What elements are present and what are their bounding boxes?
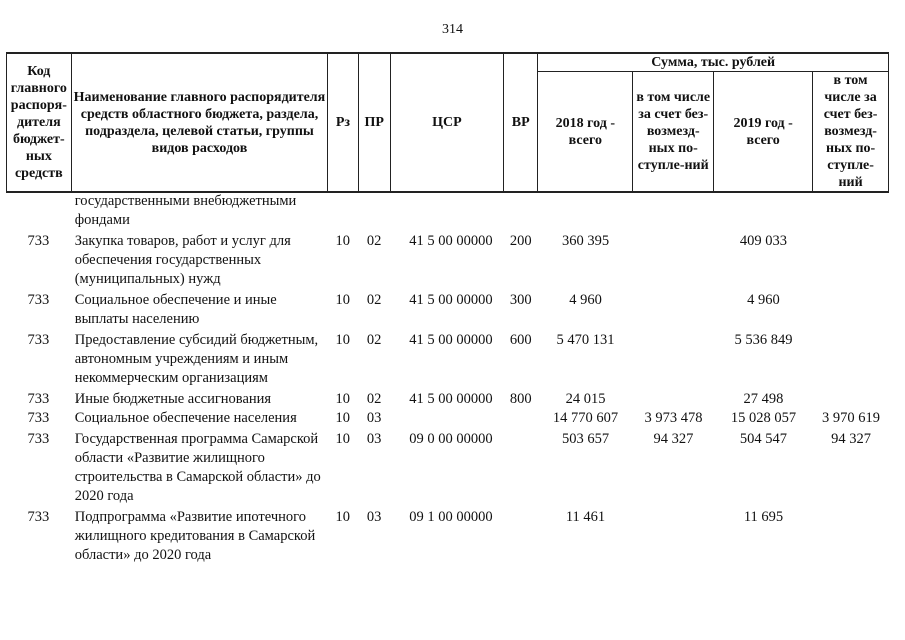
row-csr xyxy=(390,192,503,230)
row-csr xyxy=(390,409,503,428)
row-name: Закупка товаров, работ и услуг для обеспечения государственных (муниципальных) нужд xyxy=(74,233,291,287)
row-code: 733 xyxy=(27,332,50,348)
row-pr: 02 xyxy=(366,332,382,348)
table-row xyxy=(6,506,889,565)
row-2018-total xyxy=(538,192,633,230)
row-2018-total: 11 461 xyxy=(565,509,606,525)
row-rz: 10 xyxy=(335,431,351,447)
header-vr: ВР xyxy=(504,53,538,192)
row-vr xyxy=(504,192,538,230)
row-name: Предоставление субсидий бюджетным, автономным учреждениям и иным некоммерческим организациям xyxy=(74,332,319,386)
row-2019-gift xyxy=(813,388,889,409)
row-2018-total: 5 470 131 xyxy=(556,332,615,348)
page-number: 314 xyxy=(442,22,463,37)
table-body xyxy=(6,192,889,565)
row-2019-gift xyxy=(813,329,889,388)
row-code: 733 xyxy=(27,391,50,407)
row-2018-gift: 94 327 xyxy=(653,431,694,447)
row-rz: 10 xyxy=(335,292,351,308)
row-vr: 200 xyxy=(509,233,532,249)
row-name: Подпрограмма «Развитие ипотечного жилищного кредитования в Самарской области» до 2020 года xyxy=(74,509,316,563)
header-csr: ЦСР xyxy=(390,53,503,192)
row-2019-total: 409 033 xyxy=(739,233,788,249)
row-2019-gift xyxy=(813,192,889,230)
row-vr xyxy=(504,428,538,506)
row-rz: 10 xyxy=(335,391,351,407)
table-row xyxy=(6,428,889,506)
row-rz: 10 xyxy=(335,410,351,426)
table-row xyxy=(6,192,889,230)
row-name: Социальное обеспечение населения xyxy=(74,410,297,426)
row-pr: 02 xyxy=(366,233,382,249)
row-2018-gift xyxy=(633,230,714,289)
row-2019-gift xyxy=(813,506,889,565)
row-csr: 09 1 00 00000 xyxy=(409,509,493,525)
row-pr: 03 xyxy=(366,431,382,447)
header-code: Код главного распоря-дителя бюджет-ных средств xyxy=(7,53,72,192)
row-name: Иные бюджетные ассигнования xyxy=(74,391,272,407)
row-csr: 41 5 00 00000 xyxy=(409,391,493,407)
table-row xyxy=(6,230,889,289)
row-vr xyxy=(504,506,538,565)
row-2018-total: 14 770 607 xyxy=(552,410,619,426)
header-2019-gift: в том числе за счет без-возмезд-ных по-ступле-ний xyxy=(813,72,889,193)
row-name: государственными внебюджетными фондами xyxy=(74,193,297,228)
row-pr xyxy=(358,192,390,230)
row-2019-total xyxy=(714,192,813,230)
row-2018-gift xyxy=(633,192,714,230)
row-2019-gift xyxy=(813,289,889,329)
row-2018-gift xyxy=(633,506,714,565)
row-2018-gift xyxy=(633,388,714,409)
row-pr: 03 xyxy=(366,509,382,525)
row-2018-total: 4 960 xyxy=(569,292,602,308)
row-2018-total: 24 015 xyxy=(565,391,606,407)
row-csr: 41 5 00 00000 xyxy=(409,332,493,348)
row-2019-total: 5 536 849 xyxy=(734,332,793,348)
table-row xyxy=(6,409,889,428)
header-pr: ПР xyxy=(358,53,390,192)
row-2019-total: 504 547 xyxy=(739,431,788,447)
row-rz xyxy=(328,192,358,230)
row-2018-total: 503 657 xyxy=(561,431,610,447)
table-row xyxy=(6,388,889,409)
header-name: Наименование главного распорядителя средств областного бюджета, раздела, подраздела, целевой статьи, группы видов расходов xyxy=(71,53,328,192)
row-code: 733 xyxy=(27,431,50,447)
row-2019-gift: 94 327 xyxy=(831,431,871,447)
row-2018-gift xyxy=(633,329,714,388)
header-rz: Рз xyxy=(328,53,358,192)
row-2019-total: 27 498 xyxy=(743,391,784,407)
row-csr: 41 5 00 00000 xyxy=(409,233,493,249)
row-2019-gift: 3 970 619 xyxy=(822,410,881,426)
row-2018-gift: 3 973 478 xyxy=(644,410,703,426)
row-rz: 10 xyxy=(335,509,351,525)
row-pr: 02 xyxy=(366,292,382,308)
row-vr xyxy=(504,409,538,428)
row-2018-gift xyxy=(633,289,714,329)
row-2019-total: 11 695 xyxy=(743,509,784,525)
row-2019-total: 4 960 xyxy=(747,292,780,308)
header-2018-total: 2018 год - всего xyxy=(538,72,633,193)
row-vr: 800 xyxy=(509,391,532,407)
row-name: Социальное обеспечение и иные выплаты населению xyxy=(74,292,277,327)
row-csr: 41 5 00 00000 xyxy=(409,292,493,308)
table-header xyxy=(6,52,889,193)
row-code xyxy=(6,192,71,230)
row-code: 733 xyxy=(27,410,50,426)
row-rz: 10 xyxy=(335,332,351,348)
header-2018-gift: в том числе за счет без-возмезд-ных по-ступле-ний xyxy=(633,72,714,193)
row-vr: 600 xyxy=(509,332,532,348)
row-2019-total: 15 028 057 xyxy=(730,410,797,426)
row-vr: 300 xyxy=(509,292,532,308)
row-name: Государственная программа Самарской области «Развитие жилищного строительства в Самарской области» до 2020 года xyxy=(74,431,321,504)
row-pr: 03 xyxy=(366,410,382,426)
row-code: 733 xyxy=(27,509,50,525)
row-code: 733 xyxy=(27,292,50,308)
row-2019-gift xyxy=(813,230,889,289)
header-sum: Сумма, тыс. рублей xyxy=(538,53,889,72)
header-2019-total: 2019 год - всего xyxy=(714,72,813,193)
row-code: 733 xyxy=(27,233,50,249)
table-row xyxy=(6,289,889,329)
row-2018-total: 360 395 xyxy=(561,233,610,249)
row-rz: 10 xyxy=(335,233,351,249)
table-row xyxy=(6,329,889,388)
row-csr: 09 0 00 00000 xyxy=(409,431,493,447)
row-pr: 02 xyxy=(366,391,382,407)
